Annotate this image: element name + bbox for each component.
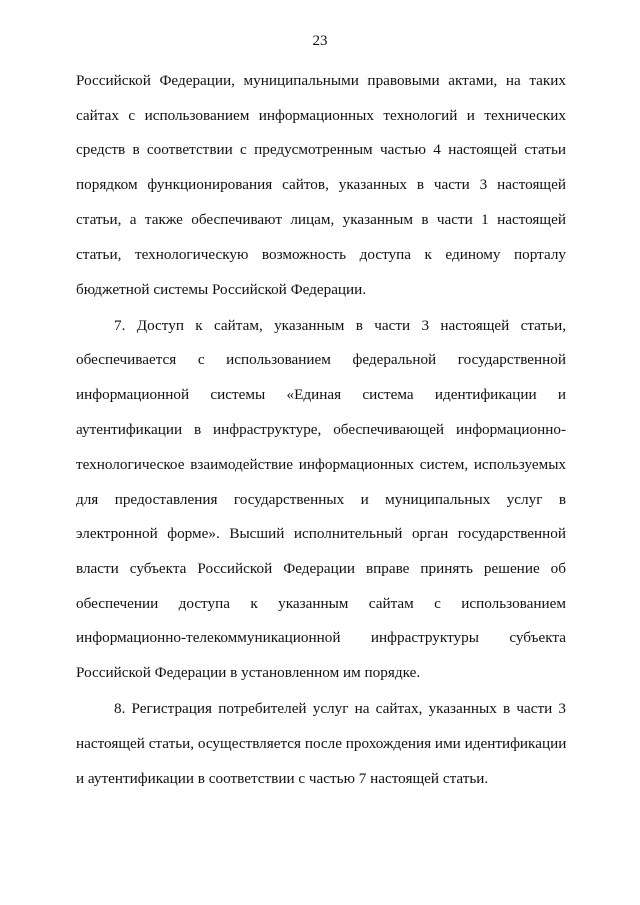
text-line: средств в соответствии с предусмотренным частью 4 настоящей статьи [76, 141, 566, 158]
text-line: для предоставления государственных и муниципальных услуг в [76, 491, 566, 508]
text-line: Российской Федерации в установленном им порядке. [76, 664, 421, 681]
text-line: информационно-телекоммуникационной инфраструктуры субъекта [76, 629, 566, 646]
page-number: 23 [312, 33, 328, 49]
text-line: технологическое взаимодействие информационных систем, используемых [76, 456, 566, 473]
text-line: электронной форме». Высший исполнительный орган государственной [76, 525, 566, 542]
text-line: 8. Регистрация потребителей услуг на сайтах, указанных в части 3 [114, 700, 566, 717]
text-line: статьи, а также обеспечивают лицам, указанным в части 1 настоящей [76, 211, 566, 228]
text-line: 7. Доступ к сайтам, указанным в части 3 настоящей статьи, [114, 317, 566, 334]
text-line: настоящей статьи, осуществляется после прохождения ими идентификации [76, 735, 566, 752]
text-line: Российской Федерации, муниципальными правовыми актами, на таких [76, 72, 566, 89]
text-line: информационной системы «Единая система идентификации и [76, 386, 566, 403]
text-line: сайтах с использованием информационных технологий и технических [76, 107, 566, 124]
text-line: бюджетной системы Российской Федерации. [76, 281, 367, 298]
text-line: обеспечивается с использованием федеральной государственной [76, 351, 566, 368]
text-line: статьи, технологическую возможность доступа к единому порталу [76, 246, 566, 263]
text-line: аутентификации в инфраструктуре, обеспечивающей информационно- [76, 421, 566, 438]
text-line: порядком функционирования сайтов, указанных в части 3 настоящей [76, 176, 566, 193]
text-line: и аутентификации в соответствии с частью 7 настоящей статьи. [76, 770, 489, 787]
text-line: власти субъекта Российской Федерации вправе принять решение об [76, 560, 566, 577]
text-line: обеспечении доступа к указанным сайтам с использованием [76, 595, 566, 612]
